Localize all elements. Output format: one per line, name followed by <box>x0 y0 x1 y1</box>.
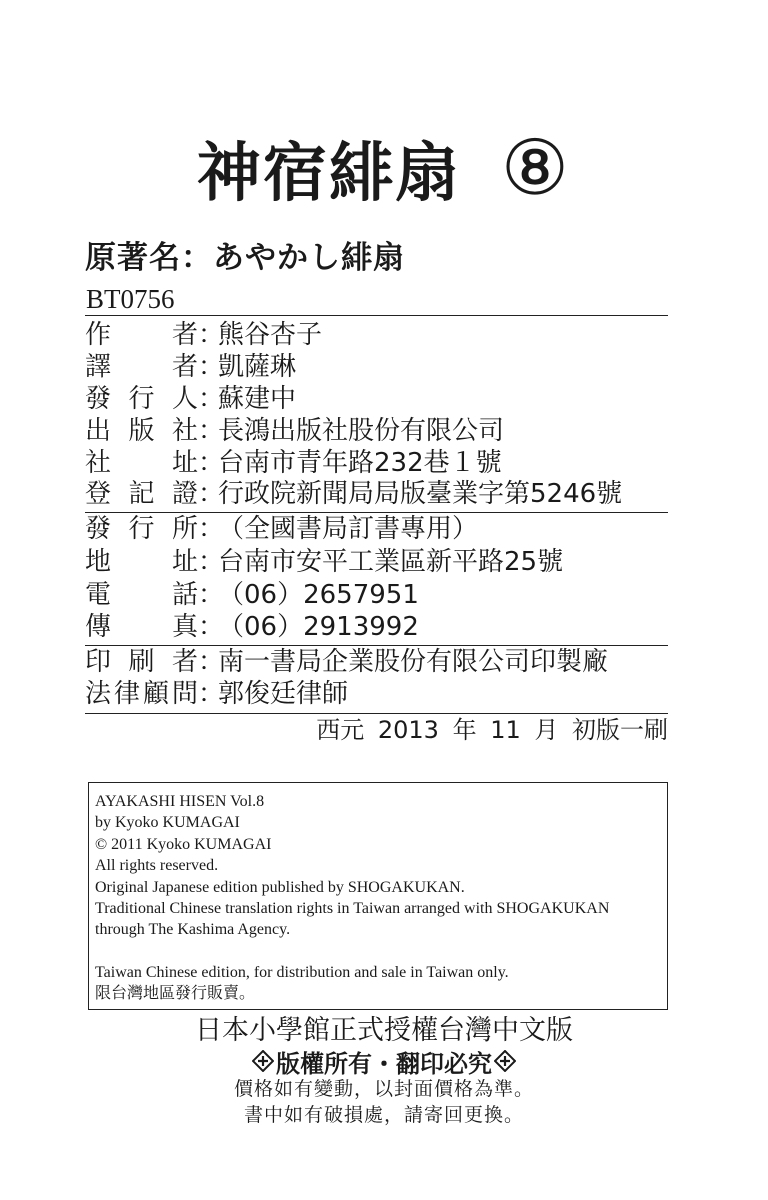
original-title-value: あやかし緋扇 <box>213 240 405 276</box>
rights-box <box>88 782 668 1010</box>
printing-value: 郭俊廷律師 <box>218 679 349 709</box>
credit-row-author <box>85 319 322 351</box>
rights-line: Original Japanese edition published by SHOGAKUKAN. <box>95 878 465 896</box>
blank-line <box>95 941 667 962</box>
credit-row-publisher <box>85 415 504 447</box>
rights-line: by Kyoko KUMAGAI <box>95 814 240 832</box>
rights-line: through The Kashima Agency. <box>95 921 291 939</box>
volume-number: ⑧ <box>500 123 572 212</box>
separator: ： <box>198 320 225 350</box>
separator: ： <box>198 514 225 544</box>
credit-label: 出版社 <box>85 416 198 446</box>
separator: ： <box>198 416 225 446</box>
credit-label: 譯 者 <box>85 352 198 382</box>
original-title <box>85 238 405 278</box>
distributor-row-name <box>85 513 478 545</box>
separator: ： <box>198 547 225 577</box>
rights-line: 限台灣地區發行販賣。 <box>95 985 256 1003</box>
divider <box>85 315 668 316</box>
credit-label: 作 者 <box>85 320 198 350</box>
printing-row-legal <box>85 678 348 710</box>
credit-value: 台南市青年路232巷１號 <box>218 448 502 478</box>
distributor-value: （06）2913992 <box>218 612 419 642</box>
credit-label: 登記證 <box>85 479 198 509</box>
price-note: 價格如有變動，以封面價格為準。 <box>233 1078 534 1100</box>
separator: ： <box>198 479 225 509</box>
printing-label: 印刷者 <box>85 647 198 677</box>
book-code: BT0756 <box>86 284 175 314</box>
separator: ： <box>198 580 225 610</box>
original-title-label: 原著名： <box>85 240 213 276</box>
credit-label: 社 址 <box>85 448 198 478</box>
separator: ： <box>198 384 225 414</box>
separator: ： <box>198 647 225 677</box>
copyright-notice <box>0 1046 768 1076</box>
title-text: 神宿緋扇 <box>196 137 461 211</box>
book-title <box>0 123 768 212</box>
credit-value: 蘇建中 <box>218 384 297 414</box>
printing-label: 法律顧問 <box>85 679 198 709</box>
credit-value: 長鴻出版社股份有限公司 <box>218 416 505 446</box>
diamond-ornament-icon <box>494 1050 516 1072</box>
rights-line: Traditional Chinese translation rights in Taiwan arranged with SHOGAKUKAN <box>95 900 610 918</box>
printing-value: 南一書局企業股份有限公司印製廠 <box>218 647 609 677</box>
separator: ： <box>198 612 225 642</box>
distributor-label: 地 址 <box>85 547 198 577</box>
distributor-row-fax <box>85 611 419 643</box>
printing-row-printer <box>85 646 608 678</box>
rights-line: AYAKASHI HISEN Vol.8 <box>95 793 265 810</box>
diamond-ornament-icon <box>252 1050 274 1072</box>
credit-row-registration <box>85 478 622 510</box>
separator: ： <box>198 448 225 478</box>
rights-line: All rights reserved. <box>95 857 219 875</box>
distributor-label: 傳 真 <box>85 612 198 642</box>
separator: ： <box>198 679 225 709</box>
distributor-value: 台南市安平工業區新平路25號 <box>218 547 564 577</box>
damage-note: 書中如有破損處，請寄回更換。 <box>243 1104 524 1126</box>
credit-row-translator <box>85 351 296 383</box>
credit-row-publisher-person <box>85 383 296 415</box>
distributor-value: （全國書局訂書專用） <box>218 514 479 544</box>
edition-date: 西元 2013 年 11 月 初版一刷 <box>316 716 668 744</box>
rights-line: Taiwan Chinese edition, for distribution and sale in Taiwan only. <box>95 963 509 981</box>
distributor-row-address <box>85 546 563 578</box>
rights-line: © 2011 Kyoko KUMAGAI <box>95 835 272 853</box>
copyright-notice-text: 版權所有・翻印必究 <box>276 1049 492 1078</box>
separator: ： <box>198 352 225 382</box>
credit-row-address <box>85 447 502 479</box>
distributor-row-phone <box>85 579 419 611</box>
distributor-value: （06）2657951 <box>218 580 419 610</box>
credit-value: 行政院新聞局局版臺業字第5246號 <box>218 479 623 509</box>
distributor-label: 發行所 <box>85 514 198 544</box>
credit-label: 發行人 <box>85 384 198 414</box>
credit-value: 凱薩琳 <box>218 352 297 382</box>
distributor-label: 電 話 <box>85 580 198 610</box>
authorization-statement: 日本小學館正式授權台灣中文版 <box>195 1015 573 1046</box>
credit-value: 熊谷杏子 <box>218 320 323 350</box>
